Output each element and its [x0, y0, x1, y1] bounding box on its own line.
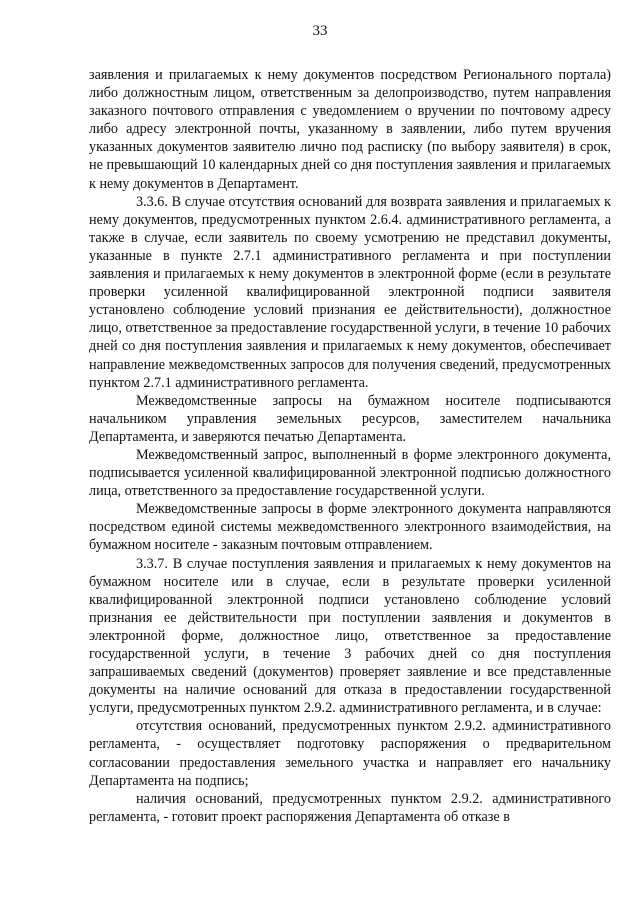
paragraph-no-grounds: отсутствия оснований, предусмотренных пунктом 2.9.2. административного регламента, - осуществляет подготовку распоряжения о предварительном согласовании предоставления земельного участка и направляет его начальнику Департамента на подпись;: [89, 718, 611, 789]
paragraph-grounds-present: наличия оснований, предусмотренных пунктом 2.9.2. административного регламента, - готовит проект распоряжения Департамента об отказе в: [89, 790, 611, 825]
paragraph-paper-requests: Межведомственные запросы на бумажном носителе подписываются начальником управления земельных ресурсов, заместителем начальника Департамента, и заверяются печатью Департамента.: [89, 392, 611, 445]
paragraph-electronic-request: Межведомственный запрос, выполненный в форме электронного документа, подписывается усиленной квалифицированной электронной подписью должностного лица, ответственного за предоставление государственной услуги.: [89, 446, 611, 500]
paragraph-3-3-7: 3.3.7. В случае поступления заявления и прилагаемых к нему документов на бумажном носителе или в случае, если в результате проверки усиленной квалифицированной электронной подписи установлено соблюдение условий признания ее действительности при поступлении заявления и документов в электронной форме, должностное лицо, ответственное за предоставление государственной услуги, в течение 3 рабочих дней со дня поступления запрашиваемых сведений (документов) проверяет заявление и все представленные документы на наличие оснований для отказа в предоставлении государственной услуги, предусмотренных пунктом 2.9.2. административного регламента, и в случае:: [89, 555, 611, 717]
document-body: [89, 66, 611, 826]
paragraph-continuation: заявления и прилагаемых к нему документов посредством Регионального портала) либо должностным лицом, ответственным за делопроизводство, путем направления заказного почтового отправления с уведомлением о вручении по почтовому адресу либо адресу электронной почты, указанному в заявлении, либо путем вручения указанных документов заявителю лично под расписку (по выбору заявителя) в срок, не превышающий 10 календарных дней со дня поступления заявления и прилагаемых к нему документов в Департамент.: [89, 67, 611, 192]
page-number: 33: [312, 23, 328, 39]
paragraph-requests-delivery: Межведомственные запросы в форме электронного документа направляются посредством единой системы межведомственного электронного взаимодействия, на бумажном носителе - заказным почтовым отправлением.: [89, 501, 611, 554]
paragraph-3-3-6: 3.3.6. В случае отсутствия оснований для возврата заявления и прилагаемых к нему документов, предусмотренных пунктом 2.6.4. административного регламента, а также в случае, если заявитель по своему усмотрению не представил документы, указанные в пункте 2.7.1 административного регламента и при поступлении заявления и прилагаемых к нему документов в электронной форме (если в результате проверки усиленной квалифицированной электронной подписи заявителя установлено соблюдение условий признания ее действительности), должностное лицо, ответственное за предоставление государственной услуги, в течение 10 рабочих дней со дня поступления заявления и прилагаемых к нему документов, обеспечивает направление межведомственных запросов для получения сведений, предусмотренных пунктом 2.7.1 административного регламента.: [89, 193, 611, 391]
